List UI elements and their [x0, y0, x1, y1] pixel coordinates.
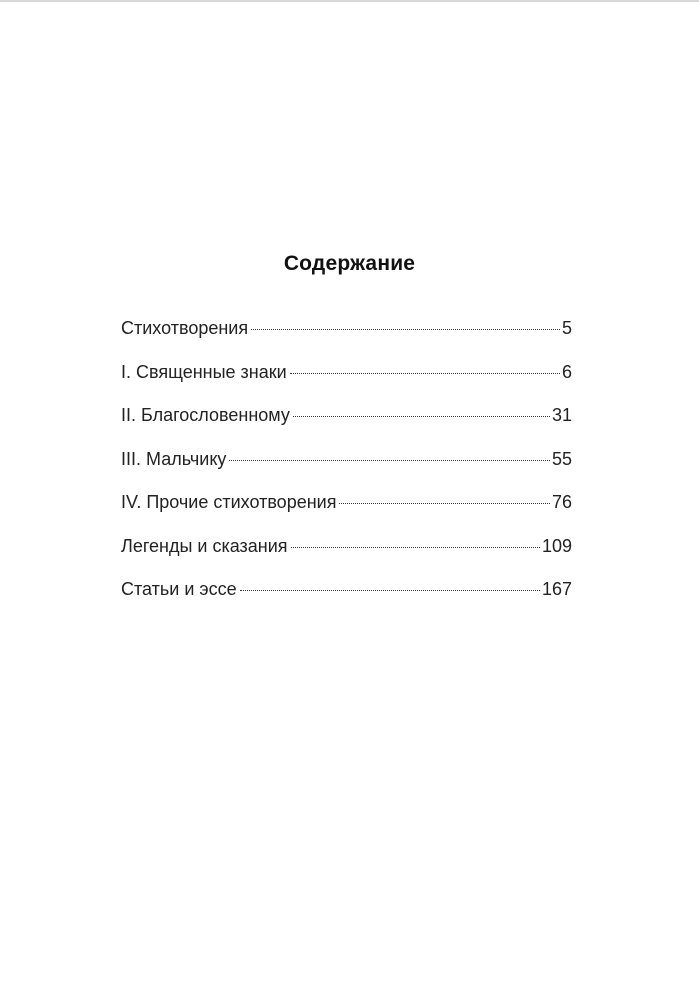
toc-entry-page-number: 5 — [561, 318, 572, 338]
toc-entry-page-number: 109 — [541, 535, 572, 556]
toc-entry-title: I. Священные знаки — [121, 361, 287, 382]
toc-entry-page-number: 6 — [561, 361, 572, 382]
toc-entry-title: Стихотворения — [121, 318, 249, 338]
dot-leader — [339, 503, 550, 504]
toc-entry-title: IV. Прочие стихотворения — [121, 492, 337, 512]
toc-entry-page-number: 31 — [551, 405, 572, 425]
toc-entry-other-poems[interactable] — [121, 492, 572, 536]
dot-leader — [293, 416, 550, 417]
toc-entry-sacred-signs[interactable] — [121, 362, 572, 406]
dot-leader — [291, 547, 540, 548]
dot-leader — [251, 329, 560, 330]
toc-entry-title: Легенды и сказания — [121, 535, 288, 556]
toc-entry-legends[interactable] — [121, 536, 572, 580]
toc-entry-title: III. Мальчику — [121, 448, 227, 469]
toc-entry-articles-essays[interactable] — [121, 579, 572, 623]
toc-entry-poems[interactable] — [121, 318, 572, 362]
toc-entry-title: II. Благословенному — [121, 405, 290, 425]
toc-entry-page-number: 55 — [551, 448, 572, 469]
toc-entry-page-number: 76 — [551, 492, 572, 512]
dot-leader — [240, 590, 540, 591]
toc-entry-to-the-boy[interactable] — [121, 449, 572, 493]
dot-leader — [290, 373, 560, 374]
page-title: Содержание — [283, 252, 416, 276]
table-of-contents — [121, 318, 572, 623]
toc-entry-blessed-one[interactable] — [121, 405, 572, 449]
dot-leader — [229, 460, 550, 461]
toc-entry-title: Статьи и эссе — [121, 579, 237, 599]
toc-entry-page-number: 167 — [541, 579, 572, 599]
page-top-border — [0, 0, 699, 2]
